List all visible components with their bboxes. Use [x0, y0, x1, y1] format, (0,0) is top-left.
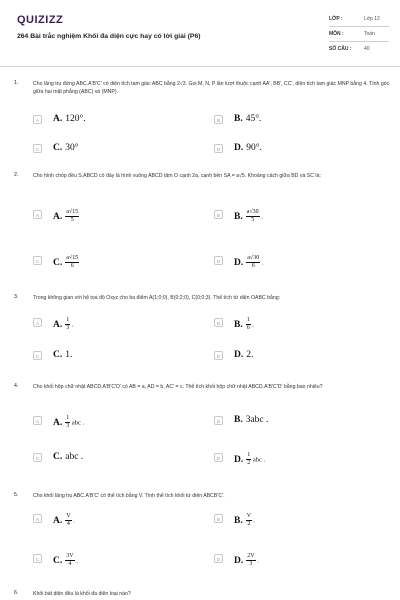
option-letter-box: B [214, 514, 223, 523]
option-letter-box: A [33, 514, 42, 523]
fraction-numerator: a√15 [66, 209, 79, 215]
option-letter-box: B [214, 210, 223, 219]
option-label: D. [234, 555, 244, 566]
option-label: B. [234, 515, 243, 526]
header-divider [0, 66, 400, 67]
answer-option-a[interactable] [33, 208, 183, 222]
fraction-numerator: a√30 [247, 255, 260, 261]
option-letter-box: B [214, 416, 223, 425]
answer-option-a[interactable] [33, 414, 183, 428]
meta-value: Lớp 12 [364, 16, 380, 22]
meta-divider [329, 41, 389, 42]
option-fraction [65, 209, 79, 224]
worksheet-title: 264 Bài trắc nghiệm Khối đa diện cực hay có lời giải (P6) [17, 33, 201, 40]
option-answer [234, 415, 268, 425]
question-number: 5. [14, 492, 19, 498]
option-label: B. [234, 114, 243, 124]
answer-option-c[interactable] [33, 349, 183, 363]
answer-option-c[interactable] [33, 451, 183, 465]
option-label: A. [53, 211, 63, 222]
option-suffix: . [255, 557, 259, 565]
option-label: D. [234, 257, 244, 268]
option-label: B. [234, 415, 243, 425]
option-suffix: . [70, 321, 74, 329]
option-letter-box: B [214, 115, 223, 124]
meta-value: Toán [364, 31, 375, 37]
option-suffix: . [74, 557, 78, 565]
option-letter-box: C [33, 554, 42, 563]
fraction-denominator: 4 [66, 521, 70, 527]
fraction-denominator: 6 [70, 263, 74, 269]
option-text: 3abc . [245, 415, 269, 425]
question-text: Cho lăng trụ đứng ABC.A'B'C' có diện tích tam giác ABC bằng 2√3. Gọi M, N, P lần lượt thuộc cạnh AA', BB', CC', diện tích tam giác MNP bằng 4. Tính góc giữa hai mặt phẳng (ABC) và (MNP). [33, 81, 390, 95]
option-letter-box: D [214, 453, 223, 462]
option-answer [53, 209, 79, 224]
option-suffix: . [252, 517, 256, 525]
option-label: D. [234, 454, 244, 465]
option-label: C. [53, 555, 63, 566]
question-number: 6. [14, 590, 19, 596]
option-suffix: . [71, 517, 75, 525]
option-text: 45°. [245, 114, 262, 124]
option-text: 2. [246, 350, 254, 360]
option-answer [234, 209, 263, 224]
answer-option-a[interactable] [33, 113, 183, 127]
fraction-denominator: 2 [247, 521, 251, 527]
option-answer [53, 553, 78, 568]
option-fraction [246, 553, 255, 568]
option-text: abc . [65, 452, 84, 462]
meta-value: 40 [364, 46, 370, 52]
option-text: 1. [65, 350, 73, 360]
option-letter-box: C [33, 453, 42, 462]
option-label: D. [234, 350, 244, 360]
option-label: A. [53, 114, 63, 124]
option-answer [234, 553, 259, 568]
option-letter-box: A [33, 210, 42, 219]
option-letter-box: A [33, 115, 42, 124]
option-label: C. [53, 452, 63, 462]
option-letter-box: C [33, 256, 42, 265]
option-answer [53, 415, 84, 430]
question-number: 4. [14, 383, 19, 389]
option-answer [53, 255, 79, 270]
option-fraction [246, 209, 260, 224]
question-number: 3. [14, 294, 19, 300]
answer-option-c[interactable] [33, 254, 183, 268]
meta-label: MÔN : [329, 31, 344, 37]
option-answer [53, 143, 79, 153]
option-letter-box: D [214, 554, 223, 563]
fraction-numerator: a√15 [66, 255, 79, 261]
option-answer [234, 114, 261, 124]
question-text: Cho khối lăng trụ ABC.A'B'C' có thể tích bằng V. Tính thể tích khối tứ diện ABCB'C'. [33, 493, 225, 499]
answer-option-d[interactable] [214, 254, 364, 268]
fraction-denominator: 5 [251, 217, 255, 223]
option-answer [234, 255, 263, 270]
fraction-denominator: 6 [246, 325, 250, 331]
option-letter-box: B [214, 318, 223, 327]
option-label: C. [53, 143, 63, 153]
option-text: 120°. [65, 114, 86, 124]
option-answer [234, 350, 253, 360]
option-answer [53, 317, 74, 332]
option-letter-box: D [214, 256, 223, 265]
answer-option-b[interactable] [214, 512, 364, 526]
option-suffix: . [259, 213, 263, 221]
fraction-denominator: 5 [70, 217, 74, 223]
option-label: B. [234, 319, 243, 330]
answer-option-a[interactable] [33, 512, 183, 526]
fraction-denominator: 2 [247, 460, 251, 466]
question-text: Khối bát diện đều là khối đa diện loại nào? [33, 591, 131, 597]
fraction-denominator: 3 [249, 561, 253, 567]
option-label: C. [53, 257, 63, 268]
option-letter-box: C [33, 351, 42, 360]
meta-divider [329, 26, 389, 27]
fraction-numerator: V [246, 513, 252, 519]
option-fraction [65, 255, 79, 270]
fraction-numerator: 1 [66, 415, 70, 421]
fraction-numerator: 1 [66, 317, 70, 323]
option-letter-box: A [33, 318, 42, 327]
answer-option-c[interactable] [33, 552, 183, 566]
quizizz-logo: QUIZIZZ [17, 14, 64, 26]
option-suffix: abc . [251, 456, 266, 464]
option-answer [53, 513, 75, 528]
fraction-numerator: 3V [66, 553, 74, 559]
option-label: D. [234, 143, 244, 153]
option-label: C. [53, 350, 63, 360]
fraction-numerator: 1 [247, 452, 251, 458]
option-label: B. [234, 211, 243, 222]
option-fraction [65, 553, 74, 568]
option-suffix: . [260, 259, 264, 267]
fraction-denominator: 6 [251, 263, 255, 269]
meta-label: LỚP : [329, 16, 343, 22]
question-text: Cho hình chóp đều S.ABCD có đáy là hình vuông ABCD tâm O cạnh 2a, cạnh bên SA = a√5. Khoảng cách giữa BD và SC là: [33, 173, 321, 179]
answer-option-b[interactable] [214, 414, 364, 428]
answer-option-b[interactable] [214, 316, 364, 330]
option-answer [234, 452, 265, 467]
answer-option-d[interactable] [214, 552, 364, 566]
fraction-denominator: 3 [66, 325, 70, 331]
question-number: 1. [14, 80, 19, 86]
answer-option-d[interactable] [214, 349, 364, 363]
option-text: 90°. [246, 143, 262, 153]
fraction-denominator: 4 [68, 561, 72, 567]
option-suffix: . [250, 321, 254, 329]
meta-label: SỐ CÂU : [329, 46, 352, 52]
question-number: 2. [14, 172, 19, 178]
option-letter-box: D [214, 144, 223, 153]
option-letter-box: A [33, 416, 42, 425]
fraction-numerator: 1 [246, 317, 250, 323]
option-text: 30° [65, 143, 79, 153]
answer-option-b[interactable] [214, 113, 364, 127]
answer-option-b[interactable] [214, 208, 364, 222]
option-letter-box: D [214, 351, 223, 360]
answer-option-c[interactable] [33, 142, 183, 156]
option-answer [234, 513, 255, 528]
option-answer [234, 317, 254, 332]
option-answer [53, 452, 83, 462]
worksheet-header [0, 0, 400, 60]
option-letter-box: C [33, 144, 42, 153]
option-suffix: abc . [70, 419, 85, 427]
fraction-numerator: V [66, 513, 71, 519]
option-answer [53, 114, 86, 124]
question-text: Cho khối hộp chữ nhật ABCD.A'B'C'D' có AB = a, AD = b, AC' = c. Thể tích khối hộp chữ nhật ABCD.A'B'C'D' bằng bao nhiêu? [33, 384, 323, 390]
fraction-numerator: 2V [247, 553, 255, 559]
answer-option-d[interactable] [214, 451, 364, 465]
fraction-denominator: 3 [66, 423, 70, 429]
fraction-numerator: a√30 [246, 209, 259, 215]
option-label: A. [53, 417, 63, 428]
answer-option-d[interactable] [214, 142, 364, 156]
option-answer [234, 143, 262, 153]
option-answer [53, 350, 72, 360]
question-text: Trong không gian với hệ tọa độ Oxyz cho ba điểm A(1;0;0), B(0;2;0), C(0;0;3). Thể tích tứ diện OABC bằng: [33, 295, 281, 301]
option-label: A. [53, 319, 63, 330]
option-label: A. [53, 515, 63, 526]
answer-option-a[interactable] [33, 316, 183, 330]
option-fraction [246, 255, 260, 270]
